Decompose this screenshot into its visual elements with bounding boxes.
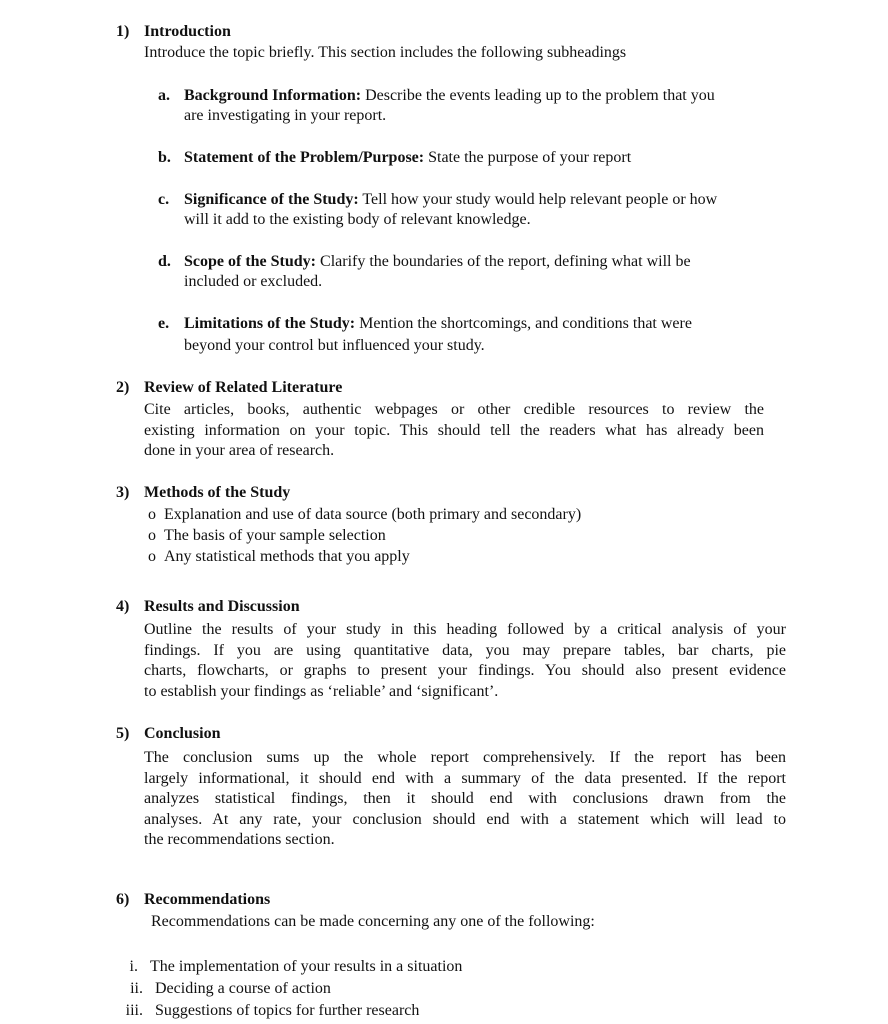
subheading-title: Significance of the Study: (184, 191, 359, 208)
results-paragraph (144, 620, 786, 702)
subheading-statement (158, 148, 798, 168)
section-heading-results (116, 597, 300, 617)
section-heading-review (116, 378, 342, 398)
paragraph-line: the recommendations section. (144, 831, 335, 848)
roman-numeral: i. (129, 958, 138, 975)
paragraph-line: analyzes statistical findings, then it should end with conclusions drawn from the (144, 790, 786, 807)
section-number: 4) (116, 598, 130, 615)
conclusion-paragraph (144, 748, 786, 851)
section-title: Results and Discussion (144, 598, 300, 615)
roman-numeral: ii. (130, 980, 143, 997)
recommendations-description: Recommendations can be made concerning any one of the following: (151, 913, 595, 930)
subheading-scope (158, 252, 798, 292)
paragraph-line: done in your area of research. (144, 442, 335, 459)
recommendation-item (110, 957, 462, 977)
paragraph-line: existing information on your topic. This should tell the readers what has already been (144, 421, 764, 439)
subheading-line: Tell how your study would help relevant people or how (362, 191, 718, 208)
subheading-background (158, 86, 798, 126)
paragraph-line: Cite articles, books, authentic webpages or other credible resources to review the (144, 401, 764, 418)
review-paragraph (144, 400, 764, 462)
roman-numeral: iii. (125, 1002, 143, 1019)
bullet-text: The basis of your sample selection (164, 527, 386, 544)
subheading-line: are investigating in your report. (184, 107, 387, 124)
section-number: 6) (116, 891, 130, 908)
bullet-text: Any statistical methods that you apply (164, 548, 410, 565)
subheading-letter: d. (158, 253, 171, 270)
section-heading-methods (116, 483, 290, 503)
subheading-title: Statement of the Problem/Purpose: (184, 149, 425, 166)
subheading-line: Clarify the boundaries of the report, defining what will be (320, 253, 691, 270)
bullet-text: Explanation and use of data source (both primary and secondary) (164, 506, 582, 523)
section-title: Conclusion (144, 725, 221, 742)
paragraph-line: Outline the results of your study in this heading followed by a critical analysis of your (144, 621, 786, 638)
section-number: 5) (116, 725, 130, 742)
methods-bullet (148, 547, 410, 567)
section-title: Introduction (144, 23, 231, 40)
subheading-title: Background Information: (184, 87, 362, 104)
bullet-icon: o (148, 527, 156, 544)
subheading-letter: c. (158, 191, 170, 208)
subheading-line: Mention the shortcomings, and conditions that were (359, 315, 692, 332)
subheading-line: beyond your control but influenced your study. (184, 337, 485, 354)
paragraph-line: to establish your findings as ‘reliable’ and ‘significant’. (144, 682, 499, 700)
recommendation-text: Suggestions of topics for further research (155, 1002, 420, 1019)
introduction-description: Introduce the topic briefly. This section includes the following subheadings (144, 44, 627, 61)
section-number: 3) (116, 484, 130, 501)
paragraph-line: findings. If you are using quantitative data, you may prepare tables, bar charts, pie (144, 641, 786, 659)
subheading-line: will it add to the existing body of relevant knowledge. (184, 211, 531, 228)
subheading-line: State the purpose of your report (428, 149, 632, 166)
bullet-icon: o (148, 506, 156, 523)
subheading-letter: b. (158, 149, 171, 166)
section-number: 2) (116, 379, 130, 396)
section-title: Review of Related Literature (144, 379, 343, 396)
section-heading-introduction (116, 22, 231, 42)
subheading-line: included or excluded. (184, 273, 323, 290)
methods-bullet (148, 505, 581, 525)
recommendation-item (115, 1001, 419, 1021)
paragraph-line: largely informational, it should end with a summary of the data presented. If the report (144, 769, 786, 787)
section-title: Recommendations (144, 891, 271, 908)
recommendation-text: Deciding a course of action (155, 980, 331, 997)
subheading-title: Scope of the Study: (184, 253, 317, 270)
subheading-letter: a. (158, 87, 170, 104)
section-heading-conclusion (116, 724, 220, 744)
recommendation-text: The implementation of your results in a situation (150, 958, 463, 975)
subheading-limitations (158, 314, 798, 356)
recommendation-item (115, 979, 331, 999)
paragraph-line: The conclusion sums up the whole report comprehensively. If the report has been (144, 749, 786, 766)
section-number: 1) (116, 23, 130, 40)
bullet-icon: o (148, 548, 156, 565)
methods-bullet (148, 526, 386, 546)
subheading-line: Describe the events leading up to the problem that you (365, 87, 715, 104)
section-heading-recommendations (116, 890, 270, 910)
subheading-letter: e. (158, 315, 170, 332)
subheading-title: Limitations of the Study: (184, 315, 356, 332)
paragraph-line: charts, flowcharts, or graphs to present your findings. You should also present evidence (144, 662, 786, 679)
subheading-significance (158, 190, 798, 230)
section-title: Methods of the Study (144, 484, 291, 501)
paragraph-line: analyses. At any rate, your conclusion should end with a statement which will lead to (144, 810, 786, 828)
